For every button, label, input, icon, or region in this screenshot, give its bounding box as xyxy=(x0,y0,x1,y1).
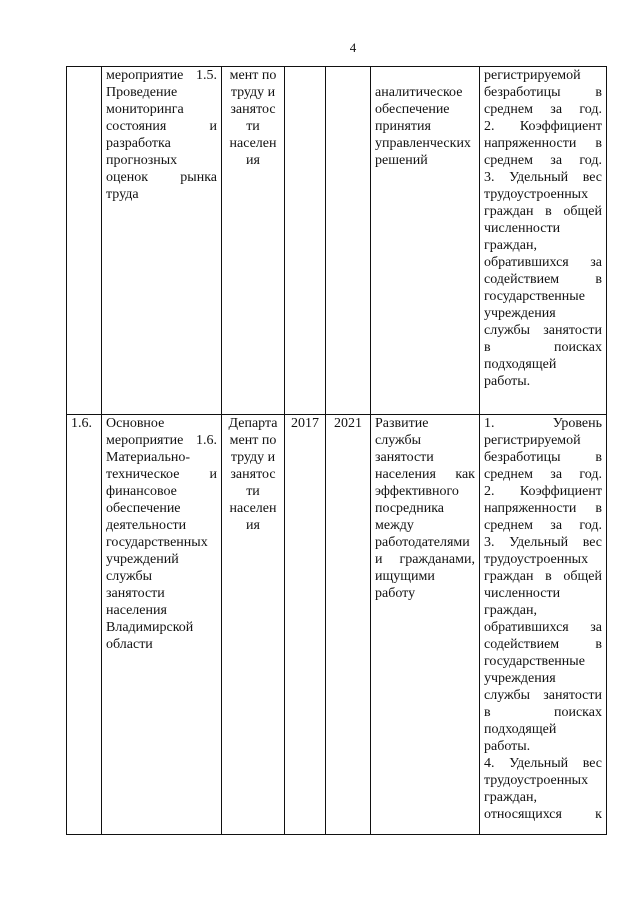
cell-line: прогнозных xyxy=(106,153,178,168)
cell-line: ия xyxy=(246,518,260,533)
table-row xyxy=(67,67,607,415)
indicators-cell xyxy=(480,415,607,835)
cell-line: 3. Удельный вес xyxy=(484,170,602,185)
cell-line: обеспечение xyxy=(106,501,181,516)
cell-line: ищущими xyxy=(375,569,435,584)
cell-line: регистрируемой xyxy=(484,68,581,83)
cell-line: труду и xyxy=(230,85,276,100)
cell-line: Департа xyxy=(228,416,278,431)
end-year-cell xyxy=(326,67,371,415)
measure-name-cell xyxy=(102,67,222,415)
table-row xyxy=(67,415,607,835)
cell-line: разработка xyxy=(106,136,171,151)
cell-line: службы xyxy=(375,433,422,448)
cell-line: занятос xyxy=(230,467,276,482)
cell-line: трудоустроенных xyxy=(484,773,589,788)
cell-line: безработицы в xyxy=(484,85,602,100)
cell-line: службы xyxy=(106,569,153,584)
cell-line: состояния и xyxy=(106,119,217,134)
cell-line: области xyxy=(106,637,153,652)
cell-line: обратившихся за xyxy=(484,255,602,270)
measures-table xyxy=(66,66,607,835)
end-year-cell: 2021 xyxy=(326,415,371,835)
cell-line: работы. xyxy=(484,374,531,389)
cell-line: трудоустроенных xyxy=(484,552,589,567)
cell-line: среднем за год. xyxy=(484,518,602,533)
cell-line: обеспечение xyxy=(375,102,450,117)
cell-line: работы. xyxy=(484,739,531,754)
blank-line xyxy=(375,67,475,84)
cell-line: мероприятие 1.6. xyxy=(106,433,217,448)
cell-line: Проведение xyxy=(106,85,178,100)
executor-cell xyxy=(222,415,285,835)
cell-line: учреждения xyxy=(484,671,556,686)
cell-line: ти xyxy=(246,484,260,499)
cell-line: Развитие xyxy=(375,416,429,431)
cell-line: относящихся к xyxy=(484,807,602,822)
cell-line: граждан в общей xyxy=(484,569,602,584)
indicators-cell xyxy=(480,67,607,415)
cell-line: финансовое xyxy=(106,484,177,499)
cell-line: населения как xyxy=(375,467,475,482)
cell-line: 2. Коэффициент xyxy=(484,119,602,134)
cell-line: аналитическое xyxy=(375,85,463,100)
cell-line: работодателями xyxy=(375,535,470,550)
cell-line: напряженности в xyxy=(484,501,602,516)
cell-line: населен xyxy=(229,501,277,516)
cell-line: мент по xyxy=(229,68,277,83)
cell-line: 2. Коэффициент xyxy=(484,484,602,499)
cell-line: содействием в xyxy=(484,637,602,652)
cell-line: в поисках xyxy=(484,705,602,720)
cell-line: безработицы в xyxy=(484,450,602,465)
cell-line: численности xyxy=(484,586,561,601)
executor-cell xyxy=(222,67,285,415)
cell-line: работу xyxy=(375,586,416,601)
cell-line: труда xyxy=(106,187,139,202)
cell-line: ти xyxy=(246,119,260,134)
cell-line: подходящей xyxy=(484,357,557,372)
cell-line: 4. Удельный вес xyxy=(484,756,602,771)
cell-line: учреждения xyxy=(484,306,556,321)
cell-line: численности xyxy=(484,221,561,236)
cell-line: населения xyxy=(106,603,167,618)
cell-line: занятости xyxy=(106,586,165,601)
cell-line: ия xyxy=(246,153,260,168)
cell-line: принятия xyxy=(375,119,431,134)
cell-line: подходящей xyxy=(484,722,557,737)
cell-line: посредника xyxy=(375,501,444,516)
cell-line: в поисках xyxy=(484,340,602,355)
cell-line: граждан, xyxy=(484,238,537,253)
start-year-cell: 2017 xyxy=(285,415,326,835)
cell-line: граждан, xyxy=(484,603,537,618)
cell-line: 1. Уровень xyxy=(484,416,602,431)
cell-line: содействием в xyxy=(484,272,602,287)
cell-line: службы занятости xyxy=(484,688,602,703)
cell-line: государственные xyxy=(484,654,585,669)
cell-line: напряженности в xyxy=(484,136,602,151)
cell-line: занятос xyxy=(230,102,276,117)
cell-line: оценок рынка xyxy=(106,170,217,185)
cell-line: мероприятие 1.5. xyxy=(106,68,217,83)
cell-line: Владимирской xyxy=(106,620,194,635)
cell-line: обратившихся за xyxy=(484,620,602,635)
cell-line: государственные xyxy=(484,289,585,304)
cell-line: среднем за год. xyxy=(484,153,602,168)
cell-line: труду и xyxy=(230,450,276,465)
page-number: 4 xyxy=(349,40,357,55)
cell-line: эффективного xyxy=(375,484,459,499)
cell-line: среднем за год. xyxy=(484,102,602,117)
cell-line: учреждений xyxy=(106,552,179,567)
row-number-cell xyxy=(67,67,102,415)
cell-line: Материально- xyxy=(106,450,190,465)
cell-line: мент по xyxy=(229,433,277,448)
cell-line: населен xyxy=(229,136,277,151)
cell-line: трудоустроенных xyxy=(484,187,589,202)
start-year-cell xyxy=(285,67,326,415)
row-number-cell: 1.6. xyxy=(67,415,102,835)
cell-line: занятости xyxy=(375,450,434,465)
cell-line: государственных xyxy=(106,535,208,550)
expected-result-cell xyxy=(371,415,480,835)
cell-line: между xyxy=(375,518,414,533)
cell-line: управленческих xyxy=(375,136,471,151)
cell-line: техническое и xyxy=(106,467,217,482)
cell-line: службы занятости xyxy=(484,323,602,338)
cell-line: деятельности xyxy=(106,518,187,533)
cell-line: и гражданами, xyxy=(375,552,475,567)
cell-line: мониторинга xyxy=(106,102,184,117)
cell-line: Основное xyxy=(106,416,165,431)
expected-result-cell xyxy=(371,67,480,415)
cell-line: граждан, xyxy=(484,790,537,805)
cell-line: регистрируемой xyxy=(484,433,581,448)
measure-name-cell xyxy=(102,415,222,835)
cell-line: среднем за год. xyxy=(484,467,602,482)
cell-line: решений xyxy=(375,153,428,168)
cell-line: 3. Удельный вес xyxy=(484,535,602,550)
cell-line: граждан в общей xyxy=(484,204,602,219)
